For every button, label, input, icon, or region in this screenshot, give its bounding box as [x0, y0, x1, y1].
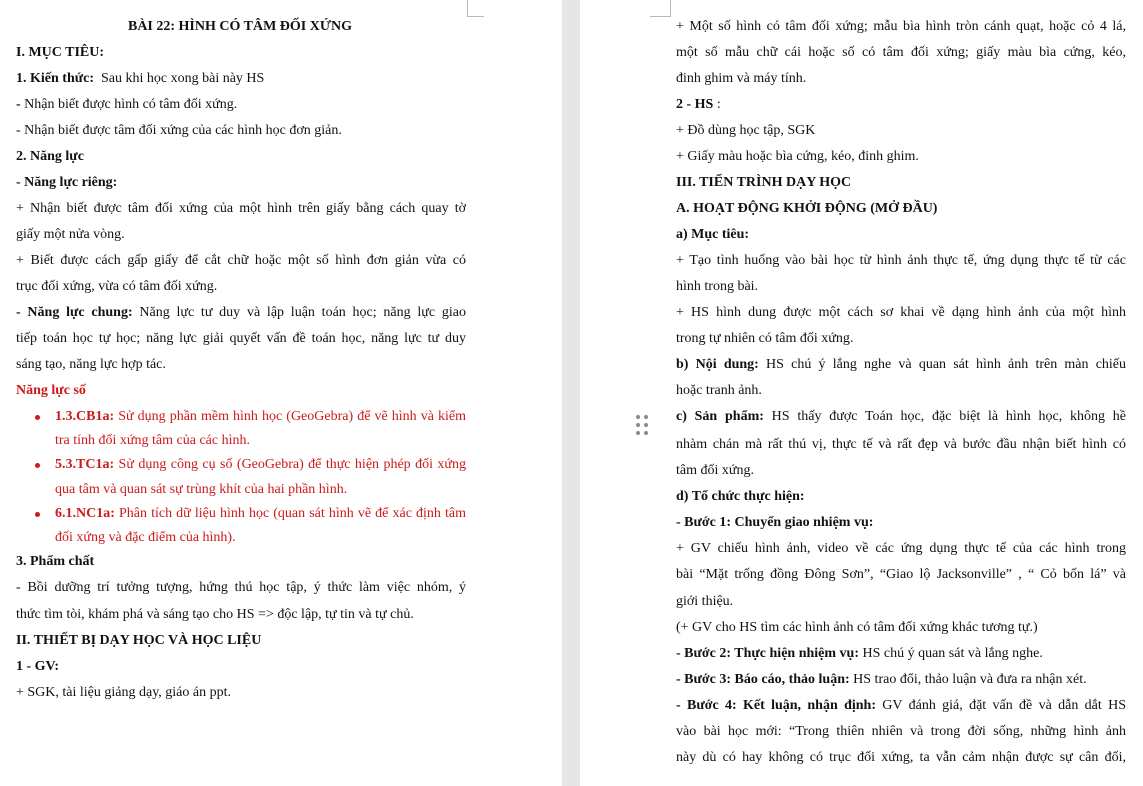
buoc-3-text: HS trao đổi, thảo luận và đưa ra nhận xét.	[849, 672, 1087, 687]
buoc-1-d: (+ GV cho HS tìm các hình ảnh có tâm đối xứng khác tương tự.)	[676, 620, 1038, 635]
to-chuc-heading: d) Tổ chức thực hiện:	[676, 489, 805, 504]
hs-item-2: + Giấy màu hoặc bìa cứng, kéo, đinh ghim.	[676, 149, 919, 164]
section-heading-thiet-bi: II. THIẾT BỊ DẠY HỌC VÀ HỌC LIỆU	[16, 633, 262, 648]
kien-thuc-line	[16, 66, 562, 92]
nang-luc-chung-a-text: Năng lực tư duy và lập luận toán học; năng lực giao	[132, 305, 466, 320]
bullet-dot-3	[35, 512, 40, 517]
muc-tieu-1a: + Tạo tình huống vào bài học từ hình ảnh thực tế, ứng dụng thực tế từ các	[676, 253, 1126, 268]
nang-luc-so-item-2b: qua tâm và quan sát sự trùng khít của hai phần hình.	[55, 482, 348, 497]
san-pham-a-text: HS thấy được Toán học, đặc biệt là hình học, không hề	[763, 409, 1126, 424]
section-heading-tien-trinh: III. TIẾN TRÌNH DẠY HỌC	[676, 175, 852, 190]
buoc-4-b: vào bài học mới: “Trong thiên nhiên và trong đời sống, những hình ảnh	[676, 724, 1126, 739]
buoc-1-b: bài “Mặt trống đồng Đông Sơn”, “Giao lộ Jacksonville” , “ Cỏ bốn lá” và	[676, 567, 1126, 582]
pham-chat-heading: 3. Phẩm chất	[16, 554, 95, 569]
nang-luc-so-item-1a-text: Sử dụng phần mềm hình học (GeoGebra) để vẽ hình và kiểm	[114, 409, 466, 424]
nang-luc-so-item-1a	[55, 404, 466, 430]
section-heading-khoi-dong: A. HOẠT ĐỘNG KHỞI ĐỘNG (MỞ ĐẦU)	[676, 201, 938, 216]
nang-luc-so-item-3a	[55, 501, 466, 527]
nang-luc-chung-a	[16, 300, 466, 326]
hs-item-1: + Đồ dùng học tập, SGK	[676, 123, 816, 138]
nang-luc-chung-b: tiếp toán học tự học; năng lực giải quyết vấn đề toán học, năng lực tư duy	[16, 331, 466, 346]
buoc-4-label: - Bước 4: Kết luận, nhận định:	[676, 698, 876, 713]
nang-luc-rieng-1b: giấy một nửa vòng.	[16, 227, 125, 242]
document-page-left	[0, 0, 562, 786]
buoc-3-label: - Bước 3: Báo cáo, thảo luận:	[676, 672, 850, 687]
san-pham-b: nhàm chán mà rất thú vị, thực tế và rất đẹp và bước đầu nhận biết hình có	[676, 437, 1126, 452]
section-heading-muc-tieu: I. MỤC TIÊU:	[16, 45, 105, 60]
bullet-dot-2	[35, 463, 40, 468]
hs-heading	[676, 92, 1143, 118]
page-gutter	[562, 0, 580, 786]
bullet-dot-1	[35, 415, 40, 420]
kien-thuc-item-2: - Nhận biết được tâm đối xứng của các hình học đơn giản.	[16, 123, 342, 138]
buoc-1-c: giới thiệu.	[676, 594, 734, 609]
buoc-4-a	[676, 693, 1126, 719]
kien-thuc-item-1-text: Nhận biết được hình có tâm đối xứng.	[20, 97, 238, 112]
gv-item-1: + SGK, tài liệu giảng dạy, giáo án ppt.	[16, 685, 232, 700]
nang-luc-so-code-1: 1.3.CB1a:	[55, 409, 115, 424]
pham-chat-a: - Bồi dưỡng trí tưởng tượng, hứng thú học tập, ý thức làm việc nhóm, ý	[16, 580, 466, 595]
nang-luc-rieng-2a: + Biết được cách gấp giấy để cắt chữ hoặc một số hình đơn giản vừa có	[16, 253, 466, 268]
kien-thuc-item-1	[16, 92, 562, 118]
noi-dung-a-text: HS chú ý lắng nghe và quan sát hình ảnh trên màn chiếu	[758, 357, 1126, 372]
document-page-right	[580, 0, 1143, 786]
buoc-2-line	[676, 641, 1143, 667]
buoc-4-c: này dù có hay không có trục đối xứng, ta vẫn cảm nhận được sự cân đối,	[676, 750, 1126, 765]
muc-tieu-1b: hình trong bài.	[676, 279, 759, 294]
buoc-4-a-text: GV đánh giá, đặt vấn đề và dẫn dắt HS	[875, 698, 1126, 713]
noi-dung-a	[676, 352, 1126, 378]
noi-dung-label: b) Nội dung:	[676, 357, 759, 372]
thiet-bi-line-2: một số mẫu chữ cái hoặc số có tâm đối xứng; giấy màu bìa cứng, kéo,	[676, 45, 1126, 60]
nang-luc-heading: 2. Năng lực	[16, 149, 84, 164]
buoc-3-line	[676, 667, 1143, 693]
nang-luc-so-code-2: 5.3.TC1a:	[55, 457, 115, 472]
nang-luc-so-item-2a-text: Sử dụng công cụ số (GeoGebra) để thực hiện phép đối xứng	[114, 457, 466, 472]
kien-thuc-label: 1. Kiến thức:	[16, 71, 95, 86]
gv-heading: 1 - GV:	[16, 659, 60, 674]
nang-luc-chung-label: - Năng lực chung:	[16, 305, 133, 320]
thiet-bi-line-3: đinh ghim và máy tính.	[676, 71, 807, 86]
nang-luc-chung-c: sáng tạo, năng lực hợp tác.	[16, 357, 166, 372]
buoc-1-heading: - Bước 1: Chuyển giao nhiệm vụ:	[676, 515, 874, 530]
nang-luc-rieng-2b: trục đối xứng, vừa có tâm đối xứng.	[16, 279, 218, 294]
nang-luc-so-item-3b: đối xứng và đặc điểm của hình).	[55, 530, 236, 545]
thiet-bi-line-1: + Một số hình có tâm đối xứng; mẫu bìa hình tròn cánh quạt, hoặc cỏ 4 lá,	[676, 19, 1126, 34]
san-pham-label: c) Sản phẩm:	[676, 409, 764, 424]
noi-dung-b: hoặc tranh ảnh.	[676, 383, 762, 398]
san-pham-a	[676, 404, 1126, 430]
nang-luc-rieng-heading: - Năng lực riêng:	[16, 175, 118, 190]
muc-tieu-2a: + HS hình dung được một cách sơ khai về dạng hình ảnh của một hình	[676, 305, 1126, 320]
buoc-1-a: + GV chiếu hình ảnh, video về các ứng dụng thực tế của các hình trong	[676, 541, 1126, 556]
nang-luc-so-item-1b: tra tính đối xứng tâm của các hình.	[55, 433, 250, 448]
nang-luc-so-item-3a-text: Phân tích dữ liệu hình học (quan sát hình vẽ để xác định tâm	[114, 506, 466, 521]
nang-luc-so-code-3: 6.1.NC1a:	[55, 506, 115, 521]
muc-tieu-label: a) Mục tiêu:	[676, 227, 750, 242]
buoc-2-label: - Bước 2: Thực hiện nhiệm vụ:	[676, 646, 859, 661]
nang-luc-rieng-1a: + Nhận biết được tâm đối xứng của một hình trên giấy bằng cách quay tờ	[16, 201, 466, 216]
buoc-2-text: HS chú ý quan sát và lắng nghe.	[858, 646, 1043, 661]
muc-tieu-2b: trong tự nhiên có tâm đối xứng.	[676, 331, 854, 346]
pham-chat-b: thức tìm tòi, khám phá và sáng tạo cho HS => độc lập, tự tin và tự chủ.	[16, 607, 414, 622]
lesson-title: BÀI 22: HÌNH CÓ TÂM ĐỐI XỨNG	[127, 19, 352, 34]
hs-colon: :	[713, 97, 721, 112]
hs-label: 2 - HS	[676, 97, 714, 112]
crop-mark-top-left	[650, 0, 671, 17]
kien-thuc-dash: -	[16, 97, 21, 112]
nang-luc-so-heading: Năng lực số	[16, 383, 86, 398]
drag-handle-icon[interactable]	[636, 415, 648, 435]
san-pham-c: tâm đối xứng.	[676, 463, 754, 478]
nang-luc-so-item-2a	[55, 452, 466, 478]
kien-thuc-text: Sau khi học xong bài này HS	[101, 71, 265, 86]
